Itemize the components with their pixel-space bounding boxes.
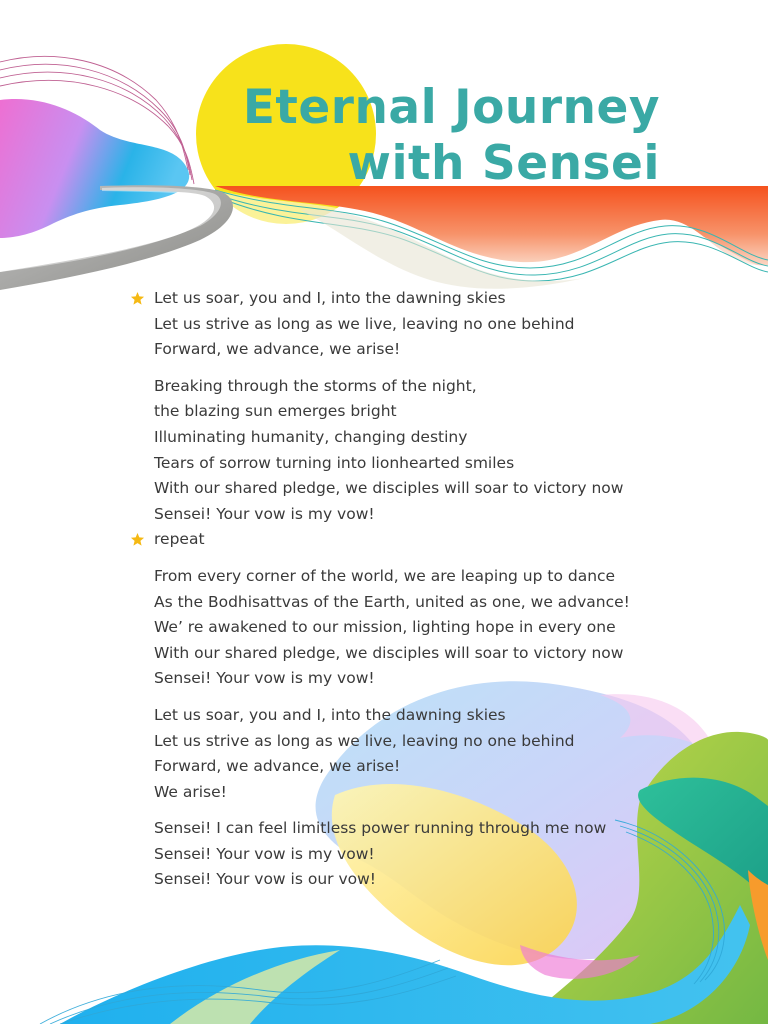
lyric-line: Sensei! Your vow is my vow! [154,504,375,523]
stanza-3 [154,564,714,692]
repeat-line [154,527,714,553]
lyric-line [154,286,714,312]
stanza-1 [154,286,714,363]
page-title [243,80,660,192]
lyric-line: Let us strive as long as we live, leaving no one behind [154,731,575,750]
title-line-2: with Sensei [347,136,660,191]
stanza-4 [154,703,714,805]
lyric-line: Sensei! I can feel limitless power running through me now [154,819,607,838]
lyric-line: Sensei! Your vow is my vow! [154,844,375,863]
lyric-line: Let us soar, you and I, into the dawning skies [154,705,506,724]
lyric-line: the blazing sun emerges bright [154,402,397,421]
star-icon [130,532,145,547]
lyric-line: Breaking through the storms of the night, [154,376,477,395]
lyric-line: As the Bodhisattvas of the Earth, united as one, we advance! [154,592,630,611]
stanza-5 [154,816,714,893]
repeat-text: repeat [154,530,205,549]
lyric-line: We’ re awakened to our mission, lighting hope in every one [154,618,616,637]
stanza-2 [154,374,714,553]
pink-blue-blob [0,99,189,238]
lyric-line: Tears of sorrow turning into lionhearted smiles [154,453,515,472]
lyric-line: Illuminating humanity, changing destiny [154,427,468,446]
lyric-line: We arise! [154,782,227,801]
lyric-text: Let us soar, you and I, into the dawning skies [154,289,506,307]
star-icon [130,291,145,306]
lyrics-body [154,286,714,904]
lyric-line: Forward, we advance, we arise! [154,757,401,776]
lyric-line: With our shared pledge, we disciples will soar to victory now [154,479,624,498]
lyric-line: Forward, we advance, we arise! [154,340,401,359]
lyric-line: With our shared pledge, we disciples will soar to victory now [154,643,624,662]
lyric-line: Sensei! Your vow is our vow! [154,870,376,889]
lyric-line: Sensei! Your vow is my vow! [154,669,375,688]
title-line-1: Eternal Journey [242,80,660,135]
lyric-line: Let us strive as long as we live, leaving no one behind [154,314,575,333]
lyric-line: From every corner of the world, we are leaping up to dance [154,566,616,585]
